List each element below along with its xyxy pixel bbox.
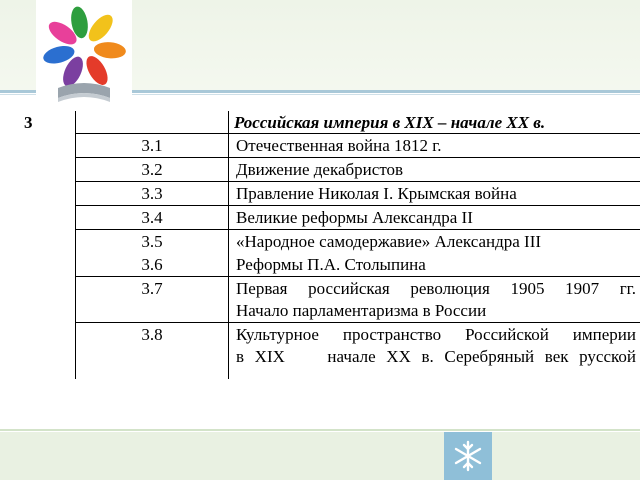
footer-band <box>0 432 640 480</box>
row-text-continued: Начало парламентаризма в России <box>236 301 487 320</box>
row-divider <box>76 205 640 206</box>
row-number: 3.5 <box>141 232 163 251</box>
table-column-divider <box>228 111 229 379</box>
hands-logo-icon <box>36 0 132 112</box>
row-number: 3.1 <box>141 136 163 155</box>
row-number: 3.6 <box>141 255 163 274</box>
snowflake-tile <box>444 432 492 480</box>
row-divider <box>76 229 640 230</box>
row-text: Отечественная война 1812 г. <box>236 136 442 155</box>
row-text: Правление Николая I. Крымская война <box>236 184 517 203</box>
row-divider <box>76 157 640 158</box>
footer-divider <box>0 429 640 431</box>
row-divider <box>76 181 640 182</box>
row-divider <box>76 133 640 134</box>
snowflake-icon <box>444 432 492 480</box>
row-text: Движение декабристов <box>236 160 404 179</box>
row-text: Культурное пространство Российской империи <box>236 325 636 344</box>
row-text: Великие реформы Александра II <box>236 208 473 227</box>
row-text: Первая российская революция 1905 1907 гг. <box>236 279 636 298</box>
row-divider <box>76 322 640 323</box>
logo <box>36 0 132 112</box>
row-text: «Народное самодержавие» Александра III <box>236 232 542 251</box>
row-number: 3.8 <box>141 325 163 344</box>
row-text-continued: в XIX начале XX в. Серебряный век русской <box>236 347 636 366</box>
section-number: 3 <box>24 113 33 132</box>
row-text: Реформы П.А. Столыпина <box>236 255 426 274</box>
row-number: 3.4 <box>141 208 163 227</box>
row-divider <box>76 276 640 277</box>
row-number: 3.3 <box>141 184 163 203</box>
row-number: 3.7 <box>141 279 163 298</box>
section-title: Российская империя в XIX – начале XX в. <box>234 113 546 132</box>
row-number: 3.2 <box>141 160 163 179</box>
